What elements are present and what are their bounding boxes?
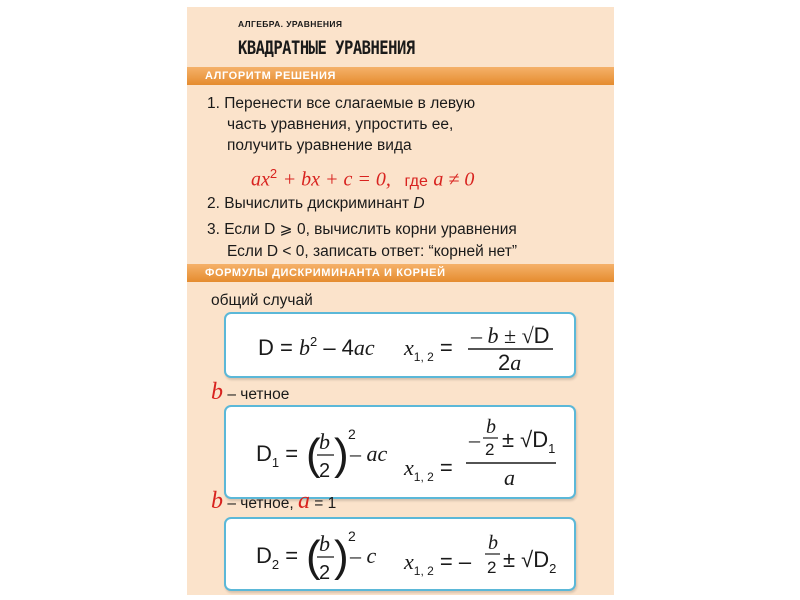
formula-general-svg	[226, 314, 574, 376]
case2-var: b	[211, 379, 223, 405]
num-2: 2	[485, 440, 495, 459]
step1-line3: получить уравнение вида	[227, 137, 412, 154]
case3-mid: – четное,	[227, 495, 294, 512]
formula-box-b-even-a1	[224, 517, 576, 591]
formula-box-b-even	[224, 405, 576, 499]
poster-card	[187, 7, 614, 595]
step1-line2: часть уравнения, упростить ее,	[227, 116, 454, 133]
case3-var-a: a	[297, 488, 310, 514]
square-exp: 2	[348, 426, 356, 442]
x3-sqrt: ± $√D_2$	[503, 547, 557, 576]
b-over-2-num-2: b	[319, 531, 330, 556]
formula-b-even-a1-svg	[226, 519, 574, 589]
case3-end: = 1	[314, 495, 337, 512]
step2	[207, 193, 425, 215]
formula-general-discriminant: $D = b^2 - 4ac$	[258, 334, 375, 360]
formula-general-numerator: – b ± √D	[471, 323, 550, 348]
eq-exp: 2	[269, 166, 278, 181]
formula-b-even-svg	[226, 407, 574, 497]
x3-b: b	[488, 532, 498, 554]
x3-2: 2	[487, 558, 497, 577]
b-over-2-den-2: 2	[319, 562, 331, 584]
case1-label: общий случай	[211, 292, 313, 309]
formula-x-3: $x_{1, 2}$ = –	[404, 549, 472, 578]
formulas-heading: ФОРМУЛЫ ДИСКРИМИНАНТА И КОРНЕЙ	[205, 267, 446, 279]
den-a: a	[504, 465, 515, 490]
num-sqrt: ± $√D_1$	[502, 427, 556, 456]
quadratic-equation	[251, 163, 474, 193]
case3-label	[211, 488, 336, 515]
step1-line1: 1. Перенести все слагаемые в левую	[207, 95, 476, 112]
formula-general-denominator: 2a	[498, 350, 522, 375]
minus-c: – c	[350, 543, 377, 568]
step3-line2: Если D < 0, записать ответ: “корней нет”	[227, 243, 517, 260]
num-b: b	[486, 416, 496, 438]
paren-right: )	[334, 430, 349, 479]
eq-cond: a ≠ 0	[433, 168, 475, 191]
eq-ax: ax	[251, 168, 270, 191]
paren-left: (	[306, 430, 321, 479]
b-over-2-den: 2	[319, 460, 331, 482]
eq-where: где	[404, 172, 428, 190]
paren-right-2: )	[334, 532, 349, 581]
b-over-2-num: b	[319, 429, 330, 454]
minus-ac: – ac	[350, 441, 388, 466]
case3-var-b: b	[211, 488, 223, 514]
step2-text: 2. Вычислить дискриминант	[207, 195, 414, 212]
formula-b-even-x: $x_{1, 2}$ =	[404, 455, 453, 484]
algorithm-heading: АЛГОРИТМ РЕШЕНИЯ	[205, 70, 337, 82]
poster-pretitle: АЛГЕБРА. УРАВНЕНИЯ	[238, 19, 343, 29]
case2-text: – четное	[227, 386, 290, 403]
algorithm-heading-strip	[187, 67, 614, 85]
num-minus: –	[469, 427, 480, 452]
formula-d2: $D_2$ =	[256, 543, 299, 572]
poster-title: КВАДРАТНЫЕ УРАВНЕНИЯ	[238, 37, 415, 59]
formula-box-general	[224, 312, 576, 378]
step2-var: D	[413, 195, 425, 212]
formula-general-x: $x_{1, 2}$ =	[404, 335, 453, 364]
square-exp-2: 2	[348, 528, 356, 544]
case2-label	[211, 379, 289, 406]
paren-left-2: (	[306, 532, 321, 581]
eq-rest: + bx + c = 0,	[282, 168, 391, 191]
formula-b-even-d1: $D_1$ =	[256, 441, 299, 470]
formulas-heading-strip	[187, 264, 614, 282]
step3-line1: 3. Если D ⩾ 0, вычислить корни уравнения	[207, 221, 517, 238]
